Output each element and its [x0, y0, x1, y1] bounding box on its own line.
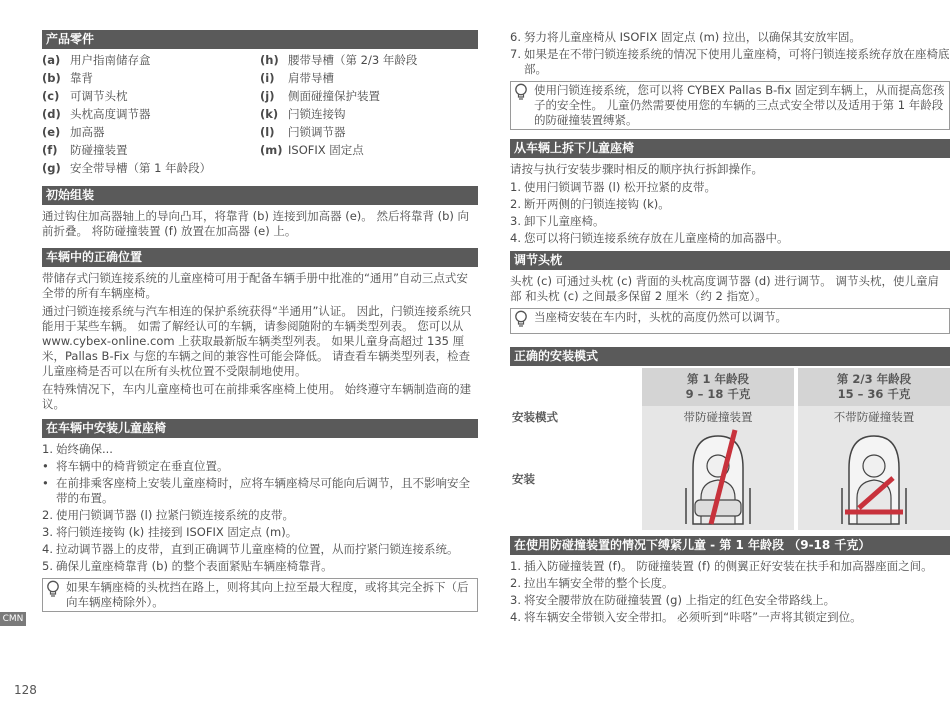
part-label: 头枕高度调节器: [70, 107, 151, 121]
list-item: [510, 30, 950, 45]
parts-list-item: [42, 161, 260, 176]
list-item-number: 3.: [510, 214, 521, 228]
list-item-number: •: [42, 476, 49, 490]
remove-intro: 请按与执行安装步骤时相反的顺序执行拆卸操作。: [510, 162, 763, 176]
list-item: [42, 442, 478, 457]
list-item-text: 拉出车辆安全带的整个长度。: [524, 576, 674, 590]
section-heading-headrest: 调节头枕: [510, 251, 950, 270]
list-item-number: 4.: [42, 542, 53, 556]
install-note: [42, 578, 478, 612]
table-col-group1: 第 1 年龄段 9 – 18 千克: [642, 368, 794, 406]
list-item: [510, 47, 950, 77]
list-item: [510, 180, 950, 195]
remove-steps: [510, 180, 950, 246]
part-key: (l): [260, 125, 275, 139]
list-item-number: •: [42, 459, 49, 473]
part-key: (a): [42, 53, 61, 67]
part-label: ISOFIX 固定点: [288, 143, 364, 157]
parts-list-item: [260, 89, 478, 104]
list-item: [42, 459, 478, 474]
lightbulb-icon: [514, 310, 534, 332]
secure-steps: [510, 559, 950, 625]
lightbulb-icon: [46, 580, 66, 610]
table-col-group23: 第 2/3 年龄段 15 – 36 千克: [798, 368, 950, 406]
list-item-number: 5.: [42, 559, 53, 573]
part-label: 用户指南储存盒: [70, 53, 151, 67]
list-item: [42, 542, 478, 557]
part-key: (k): [260, 107, 279, 121]
page-number: 128: [14, 683, 37, 697]
list-item-number: 4.: [510, 610, 521, 624]
list-item-text: 将安全腰带放在防碰撞装置 (g) 上指定的红色安全带路线上。: [524, 593, 836, 607]
install-note-2: [510, 81, 950, 130]
part-label: 侧面碰撞保护装置: [288, 89, 380, 103]
part-key: (j): [260, 89, 275, 103]
list-item: [510, 576, 950, 591]
section-heading-parts: 产品零件: [42, 30, 478, 49]
list-item-number: 3.: [42, 525, 53, 539]
list-item-text: 在前排乘客座椅上安装儿童座椅时，应将车辆座椅尽可能向后调节，且不影响安全带的布置。: [56, 476, 470, 505]
install-steps-cont: [510, 30, 950, 77]
list-item: [510, 197, 950, 212]
list-item-text: 将车辆安全带锁入安全带扣。 必须听到“咔嗒”一声将其锁定到位。: [524, 610, 862, 624]
list-item-text: 拉动调节器上的皮带，直到正确调节儿童座椅的位置，从而拧紧闩锁连接系统。: [56, 542, 459, 556]
section-heading-mode: 正确的安装模式: [510, 347, 950, 366]
list-item: [510, 559, 950, 574]
parts-list-item: [260, 71, 478, 86]
section-heading-install: 在车辆中安装儿童座椅: [42, 419, 478, 438]
install-note-text: 如果车辆座椅的头枕挡在路上，则将其向上拉至最大程度，或将其完全拆下（后向车辆座椅除外）。: [66, 580, 469, 609]
lightbulb-icon: [514, 83, 534, 128]
list-item: [42, 525, 478, 540]
list-item-number: 2.: [510, 576, 521, 590]
list-item-number: 2.: [510, 197, 521, 211]
table-cell-with-impact-shield: 带防碰撞装置: [642, 406, 794, 428]
list-item-text: 始终确保...: [56, 442, 113, 456]
initial-text: 通过钩住加高器轴上的导向凸耳，将靠背 (b) 连接到加高器 (e)。 然后将靠背 (b) 向前折叠。 将防碰撞装置 (f) 放置在加高器 (e) 上。: [42, 209, 470, 238]
part-label: 闩锁调节器: [288, 125, 346, 139]
section-heading-position: 车辆中的正确位置: [42, 248, 478, 267]
parts-list-item: [260, 125, 478, 140]
part-label: 闩锁连接钩: [288, 107, 346, 121]
install-steps: [42, 442, 478, 574]
list-item-number: 6.: [510, 30, 521, 44]
section-heading-initial: 初始组装: [42, 186, 478, 205]
parts-list-item: [42, 71, 260, 86]
parts-list-item: [260, 107, 478, 122]
position-p3: 在特殊情况下，车内儿童座椅也可在前排乘客座椅上使用。 始终遵守车辆制造商的建议。: [42, 382, 472, 411]
right-column: [510, 30, 950, 627]
part-label: 可调节头枕: [70, 89, 128, 103]
list-item-text: 努力将儿童座椅从 ISOFIX 固定点 (m) 拉出，以确保其安放牢固。: [524, 30, 861, 44]
parts-list-item: [42, 125, 260, 140]
install-note-2-text: 使用闩锁连接系统，您可以将 CYBEX Pallas B-fix 固定到车辆上，从而提高您孩子的安全性。 儿童仍然需要使用您的车辆的三点式安全带以及适用于第 1 年龄段的防碰撞装置缚紧。: [534, 83, 945, 127]
seat-illustration-group1: [642, 428, 794, 530]
parts-list-item: [260, 143, 478, 158]
seat-illustration-group23: [798, 428, 950, 530]
part-key: (c): [42, 89, 60, 103]
list-item-text: 将闩锁连接钩 (k) 挂接到 ISOFIX 固定点 (m)。: [56, 525, 298, 539]
part-key: (d): [42, 107, 61, 121]
parts-list-item: [42, 143, 260, 158]
section-heading-secure: 在使用防碰撞装置的情况下缚紧儿童 - 第 1 年龄段 （9-18 千克）: [510, 536, 950, 555]
list-item-text: 将车辆中的椅背锁定在垂直位置。: [56, 459, 229, 473]
list-item: [510, 231, 950, 246]
table-cell-without-impact-shield: 不带防碰撞装置: [798, 406, 950, 428]
list-item-number: 1.: [42, 442, 53, 456]
list-item-text: 确保儿童座椅靠背 (b) 的整个表面紧贴车辆座椅靠背。: [56, 559, 333, 573]
part-label: 加高器: [70, 125, 105, 139]
list-item-text: 您可以将闩锁连接系统存放在儿童座椅的加高器中。: [524, 231, 789, 245]
language-tab: CMN: [0, 612, 26, 626]
list-item-text: 使用闩锁调节器 (l) 拉紧闩锁连接系统的皮带。: [56, 508, 294, 522]
part-label: 腰带导槽（第 2/3 年龄段: [288, 53, 418, 67]
part-key: (h): [260, 53, 279, 67]
list-item: [510, 214, 950, 229]
list-item-number: 1.: [510, 180, 521, 194]
parts-list-item: [260, 53, 478, 68]
list-item-number: 2.: [42, 508, 53, 522]
position-p1: 带储存式闩锁连接系统的儿童座椅可用于配备车辆手册中批准的“通用”自动三点式安全带的所有车辆座椅。: [42, 271, 468, 300]
list-item-number: 1.: [510, 559, 521, 573]
list-item-text: 如果是在不带闩锁连接系统的情况下使用儿童座椅，可将闩锁连接系统存放在座椅底部。: [524, 47, 950, 76]
section-heading-remove: 从车辆上拆下儿童座椅: [510, 139, 950, 158]
parts-list: [42, 53, 478, 176]
list-item-number: 7.: [510, 47, 521, 61]
list-item-text: 卸下儿童座椅。: [524, 214, 605, 228]
part-label: 靠背: [70, 71, 93, 85]
list-item: [42, 476, 478, 506]
part-label: 防碰撞装置: [70, 143, 128, 157]
list-item-number: 4.: [510, 231, 521, 245]
list-item: [42, 559, 478, 574]
headrest-note-text: 当座椅安装在车内时，头枕的高度仍然可以调节。: [534, 310, 787, 324]
part-key: (i): [260, 71, 275, 85]
install-mode-table: [510, 368, 950, 530]
part-key: (e): [42, 125, 61, 139]
part-key: (g): [42, 161, 61, 175]
list-item-number: 3.: [510, 593, 521, 607]
part-label: 肩带导槽: [288, 71, 334, 85]
part-key: (b): [42, 71, 61, 85]
parts-list-item: [42, 53, 260, 68]
list-item-text: 使用闩锁调节器 (l) 松开拉紧的皮带。: [524, 180, 716, 194]
table-row-label-mode: 安装模式: [512, 409, 558, 424]
position-p2: 通过闩锁连接系统与汽车相连的保护系统获得“半通用”认证。 因此，闩锁连接系统只能用于某些车辆。 如需了解经认可的车辆，请参阅随附的车辆类型列表。 您可以从 www.cybex-online.com 上获取最新版车辆类型列表。 如果儿童身高超过 135 厘米，Pallas B-Fix 与您的车辆之间的兼容性可能会降低。 请查看车辆类型列表，检查儿童座椅是否可以在所有头枕位置不受限制地使用。: [42, 304, 472, 378]
table-row-label-install: 安装: [512, 471, 535, 486]
list-item-text: 断开两侧的闩锁连接钩 (k)。: [524, 197, 670, 211]
part-label: 安全带导槽（第 1 年龄段）: [70, 161, 212, 175]
part-key: (f): [42, 143, 58, 157]
headrest-note: [510, 308, 950, 334]
parts-list-item: [42, 89, 260, 104]
list-item: [510, 593, 950, 608]
list-item: [42, 508, 478, 523]
list-item: [510, 610, 950, 625]
headrest-text: 头枕 (c) 可通过头枕 (c) 背面的头枕高度调节器 (d) 进行调节。 调节头枕，使儿童肩部 和头枕 (c) 之间最多保留 2 厘米（约 2 指宽）。: [510, 274, 939, 303]
left-column: [42, 30, 478, 615]
parts-list-item: [42, 107, 260, 122]
list-item-text: 插入防碰撞装置 (f)。 防碰撞装置 (f) 的侧翼正好安装在扶手和加高器座面之间。: [524, 559, 933, 573]
part-key: (m): [260, 143, 283, 157]
